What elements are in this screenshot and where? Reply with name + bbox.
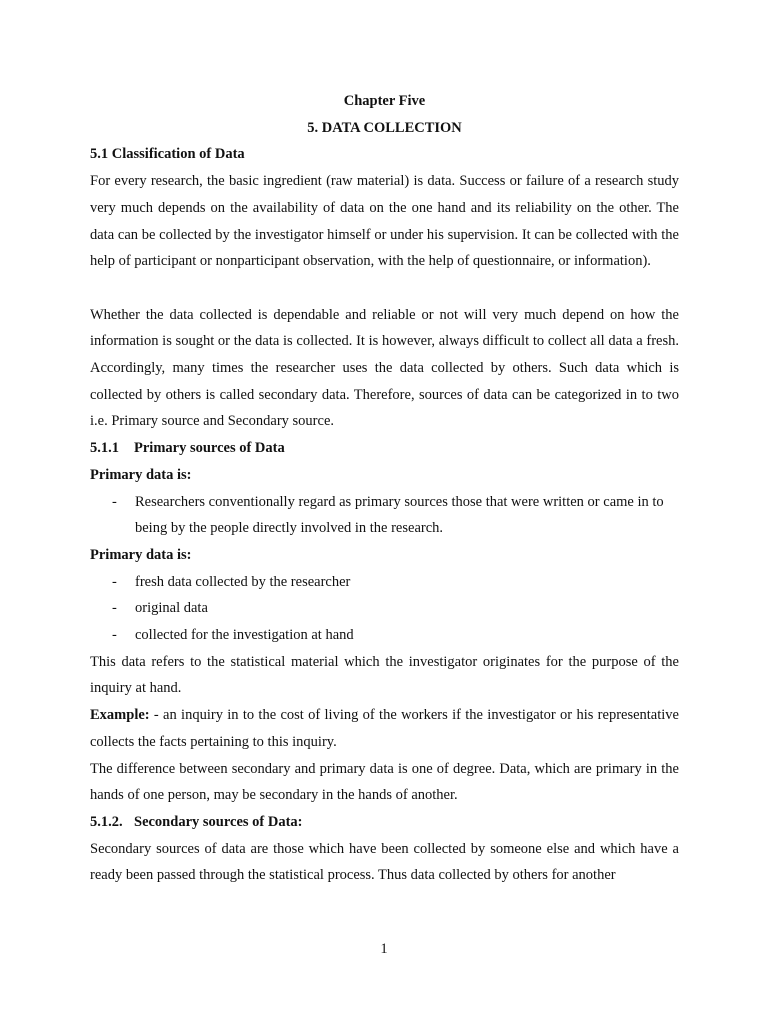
section-number: 5.1.2. <box>90 813 123 830</box>
section-heading-5-1-1 <box>90 435 679 462</box>
list-item <box>90 622 679 649</box>
list-item <box>90 595 679 622</box>
paragraph-spacer <box>90 275 679 302</box>
list-item-text: collected for the investigation at hand <box>135 627 354 644</box>
bullet-dash: - <box>112 627 117 644</box>
chapter-title: 5. DATA COLLECTION <box>307 119 462 136</box>
bullet-dash: - <box>112 573 117 590</box>
list-item-text: Researchers conventionally regard as primary sources those that were written or came in to being by the people directly involved in the research. <box>135 493 664 537</box>
primary-data-label: Primary data is: <box>90 546 192 563</box>
bullet-dash: - <box>112 600 117 617</box>
section-title: Secondary sources of Data: <box>134 813 303 830</box>
list-item-text: original data <box>135 600 208 617</box>
page-number: 1 <box>380 941 388 957</box>
bullet-dash: - <box>112 493 117 510</box>
list-item <box>90 489 679 542</box>
list-item <box>90 569 679 596</box>
paragraph-secondary-sources: Secondary sources of data are those which have been collected by someone else and which have a ready been passed through the statistical process. Thus data collected by others for another <box>90 840 679 884</box>
section-number: 5.1.1 <box>90 440 119 457</box>
section-heading-5-1: 5.1 Classification of Data <box>90 146 245 163</box>
example-label: Example: <box>90 707 150 724</box>
chapter-label: Chapter Five <box>343 93 426 109</box>
paragraph-intro: For every research, the basic ingredient (raw material) is data. Success or failure of a research study very much depends on the availability of data on the one hand and its reliability on the other. The data can be collected by the investigator himself or under his supervision. It can be collected with the help of participant or nonparticipant observation, with the help of questionnaire, or information). <box>90 173 679 270</box>
list-item-text: fresh data collected by the researcher <box>135 573 351 590</box>
paragraph-difference: The difference between secondary and primary data is one of degree. Data, which are primary in the hands of one person, may be secondary in the hands of another. <box>90 760 679 804</box>
paragraph-example <box>90 702 679 755</box>
section-heading-5-1-2 <box>90 809 679 836</box>
example-text: - an inquiry in to the cost of living of the workers if the investigator or his representative collects the facts pertaining to this inquiry. <box>90 707 679 750</box>
paragraph-data-reliability: Whether the data collected is dependable and reliable or not will very much depend on how the information is sought or the data is collected. It is however, always difficult to collect all data a fresh. Accordingly, many times the researcher uses the data collected by others. Such data which is collected by others is called secondary data. Therefore, sources of data can be categorized in to two i.e. Primary source and Secondary source. <box>90 306 679 430</box>
paragraph-statistical-material: This data refers to the statistical material which the investigator originates for the purpose of the inquiry at hand. <box>90 653 679 697</box>
section-title: Primary sources of Data <box>134 440 285 457</box>
primary-data-label: Primary data is: <box>90 466 192 483</box>
page-content <box>90 88 679 889</box>
